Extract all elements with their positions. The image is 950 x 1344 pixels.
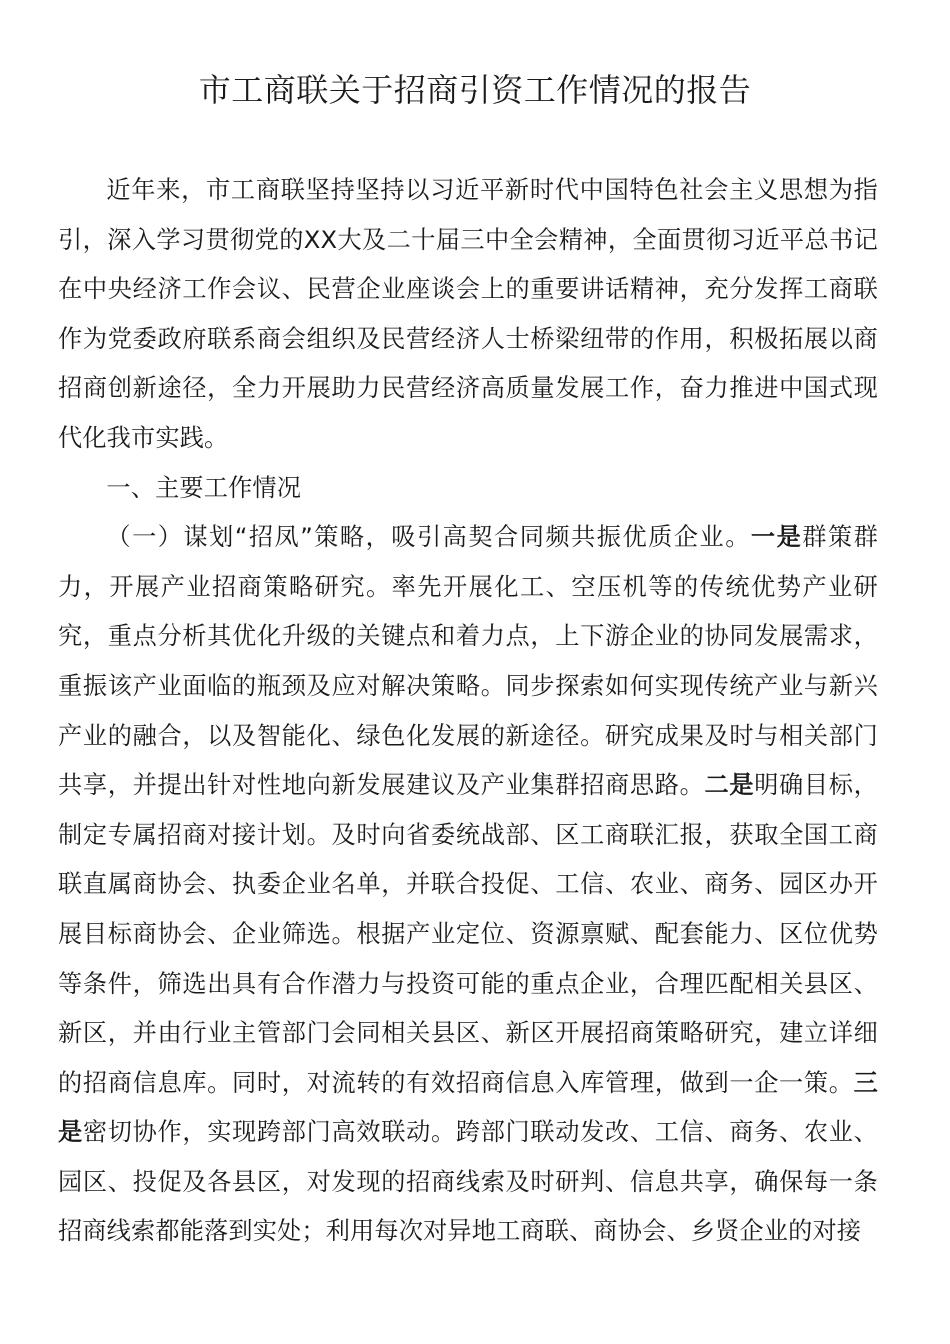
document-body (58, 166, 878, 1257)
subsection-paragraph (58, 513, 878, 1257)
section-heading: 一、主要工作情况 (106, 473, 302, 502)
point-label: 二是 (704, 771, 755, 800)
point-label: 一是 (750, 523, 803, 552)
subsection-heading: （一）谋划“招凤”策略，吸引高契合同频共振优质企业。 (106, 523, 751, 552)
intro-paragraph: 近年来，市工商联坚持坚持以习近平新时代中国特色社会主义思想为指引，深入学习贯彻党的XX大及二十届三中全会精神，全面贯彻习近平总书记在中央经济工作会议、民营企业座谈会上的重要讲话精神，充分发挥工商联作为党委政府联系商会组织及民营经济人士桥梁纽带的作用，积极拓展以商招商创新途径，全力开展助力民营经济高质量发展工作，奋力推进中国式现代化我市实践。 (58, 176, 878, 452)
document-title: 市工商联关于招商引资工作情况的报告 (198, 71, 752, 109)
point-text: 群策群力，开展产业招商策略研究。率先开展化工、空压机等的传统优势产业研究，重点分析其优化升级的关键点和着力点，上下游企业的协同发展需求，重振该产业面临的瓶颈及应对解决策略。同步探索如何实现传统产业与新兴产业的融合，以及智能化、绿色化发展的新途径。研究成果及时与相关部门共享，并提出针对性地向新发展建议及产业集群招商思路。 (58, 523, 878, 800)
point-label: 三是 (58, 1068, 878, 1147)
point-text: 明确目标，制定专属招商对接计划。及时向省委统战部、区工商联汇报，获取全国工商联直属商协会、执委企业名单，并联合投促、工信、农业、商务、园区办开展目标商协会、企业筛选。根据产业定位、资源禀赋、配套能力、区位优势等条件，筛选出具有合作潜力与投资可能的重点企业，合理匹配相关县区、新区，并由行业主管部门会同相关县区、新区开展招商策略研究，建立详细的招商信息库。同时，对流转的有效招商信息入库管理，做到一企一策。 (58, 771, 878, 1097)
point-text: 密切协作，实现跨部门高效联动。跨部门联动发改、工信、商务、农业、园区、投促及各县区，对发现的招商线索及时研判、信息共享，确保每一条招商线索都能落到实处；利用每次对异地工商联、商协会、乡贤企业的对接 (58, 1118, 878, 1246)
